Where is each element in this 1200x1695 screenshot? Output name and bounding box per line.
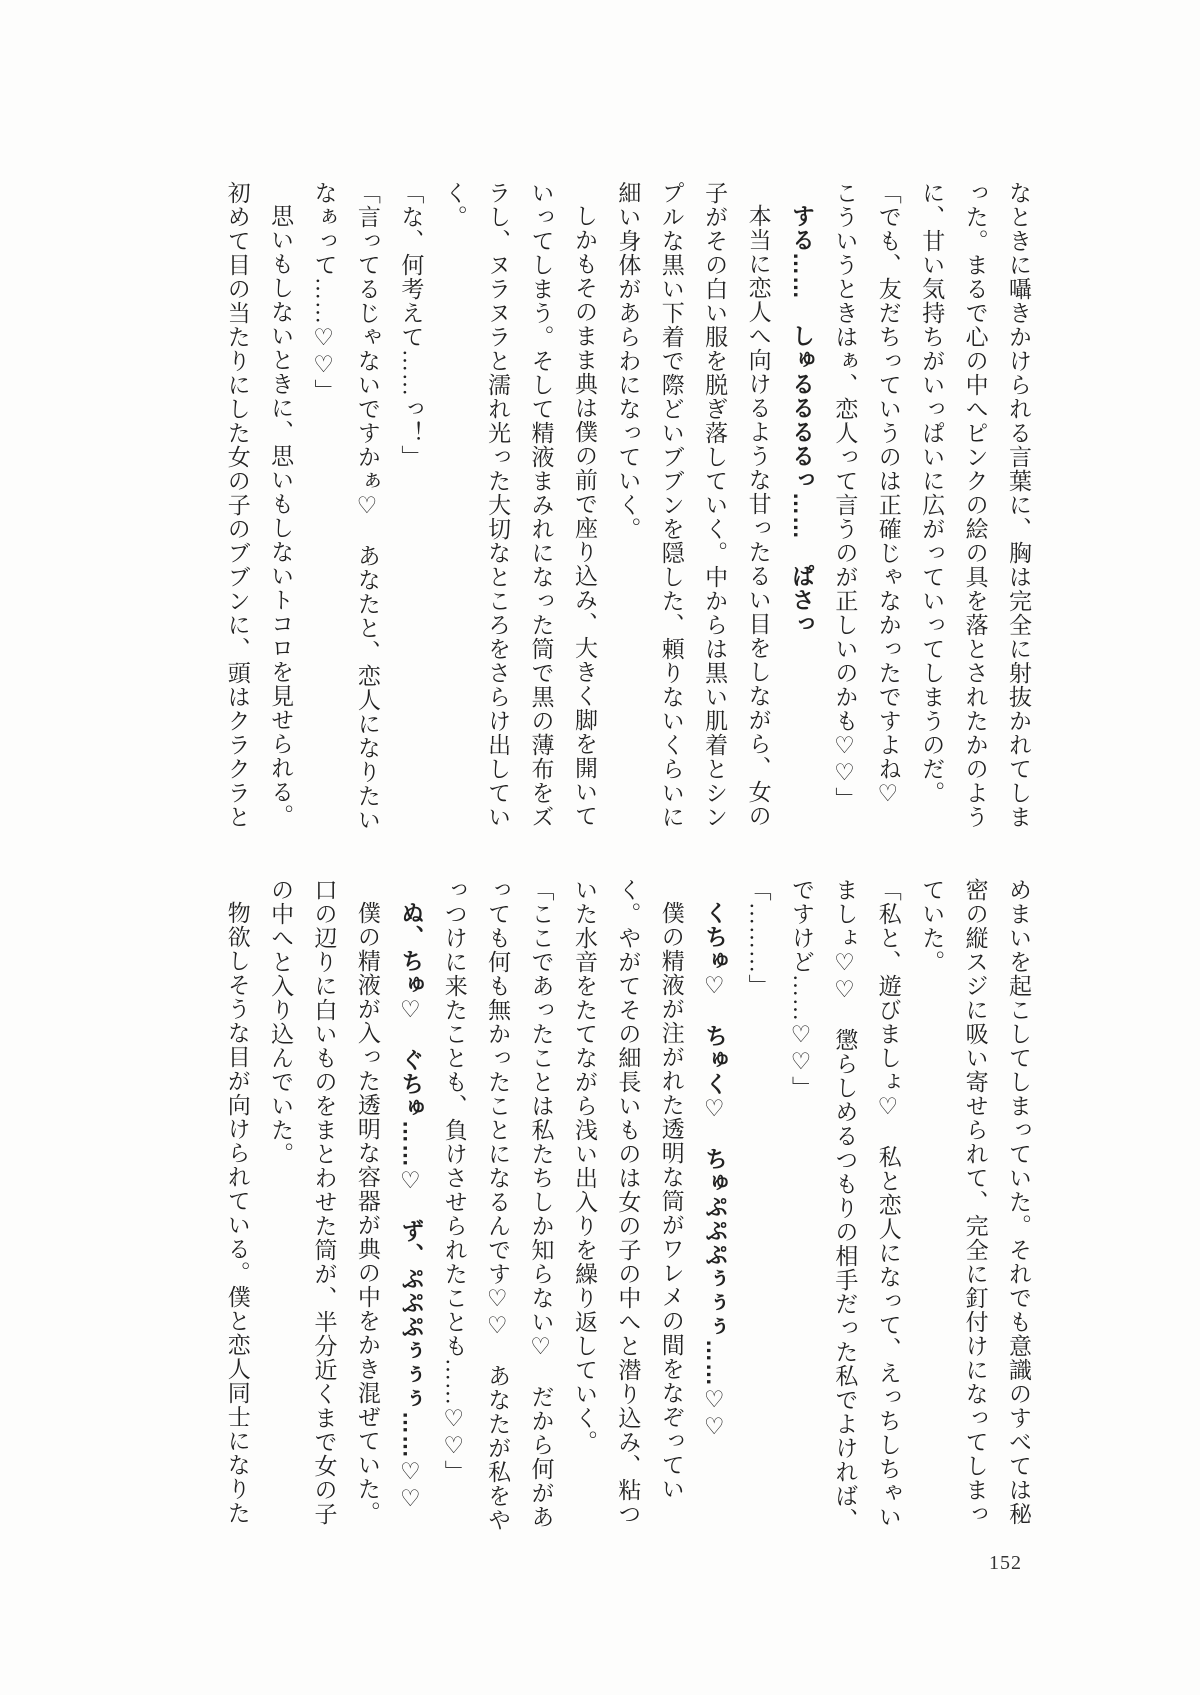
paragraph: 本当に恋人へ向けるような甘ったるい目をしながら、女の子がその白い服を脱ぎ落していく。中からは黒い肌着とシンプルな黒い下着で際どいブブンを隠した、頼りないくらいに細い身体があらわになっていく。 bbox=[615, 181, 771, 829]
dialogue-line: 「でも、友だちっていうのは正確じゃなかったですよね♡ こういうときはぁ、恋人って言うのが正しいのかも♡♡」 bbox=[832, 181, 901, 832]
sfx-line: ぬ、ちゅ♡ ぐちゅ……♡ ず、ぷぷぷぅぅぅ……♡♡ bbox=[398, 901, 425, 1513]
dialogue-line: 「言ってるじゃないですかぁ♡ あなたと、恋人になりたいなぁって……♡♡」 bbox=[311, 181, 380, 832]
dialogue-line: 「な、何考えて……っ！」 bbox=[398, 181, 424, 469]
sfx-line: くちゅ♡ ちゅく♡ ちゅぷぷぷぅぅぅ……♡♡ bbox=[702, 901, 729, 1441]
paragraph: めまいを起こしてしまっていた。それでも意識のすべては秘密の縦スジに吸い寄せられて、完全に釘付けになってしまっていた。 bbox=[919, 878, 1031, 1526]
paragraph: なときに囁きかけられる言葉に、胸は完全に射抜かれてしまった。まるで心の中へピンクの絵の具を落とされたかのように、甘い気持ちがいっぱいに広がっていってしまうのだ。 bbox=[919, 181, 1031, 829]
paragraph: 僕の精液が注がれた透明な筒がワレメの間をなぞっていく。やがてその細長いものは女の子の中へと潜り込み、粘ついた水音をたてながら浅い出入りを繰り返していく。 bbox=[571, 878, 684, 1526]
paragraph: しかもそのまま典は僕の前で座り込み、大きく脚を開いていってしまう。そして精液まみれになった筒で黒の薄布をズラし、ヌラヌラと濡れ光った大切なところをさらけ出していく。 bbox=[441, 181, 597, 829]
paragraph: 僕の精液が入った透明な容器が典の中をかき混ぜていた。口の辺りに白いものをまとわせた筒が、半分近くまで女の子の中へと入り込んでいた。 bbox=[268, 878, 380, 1526]
page-number: 152 bbox=[989, 1552, 1022, 1574]
dialogue-line: 「私と、遊びましょ♡ 私と恋人になって、えっちしちゃいましょ♡♡ 懲らしめるつもりの相手だった私でよければ、ですけど……♡♡」 bbox=[788, 878, 901, 1532]
dialogue-line: 「ここであったことは私たちしか知らない♡ だから何があっても何も無かったことになるんです♡♡ あなたが私をやっつけに来たことも、負けさせられたことも……♡♡」 bbox=[441, 878, 554, 1532]
top-text-block bbox=[215, 181, 1040, 833]
bottom-text-block bbox=[215, 878, 1040, 1534]
dialogue-line: 「………」 bbox=[745, 878, 771, 998]
sfx-line: する…… しゅるるるるっ…… ぱさっ bbox=[788, 204, 815, 636]
paragraph: 思いもしないときに、思いもしないトコロを見せられる。初めて目の当たりにした女の子のブブンに、頭はクラクラと bbox=[224, 181, 294, 829]
paragraph: 物欲しそうな目が向けられている。僕と恋人同士になりた bbox=[224, 901, 250, 1525]
